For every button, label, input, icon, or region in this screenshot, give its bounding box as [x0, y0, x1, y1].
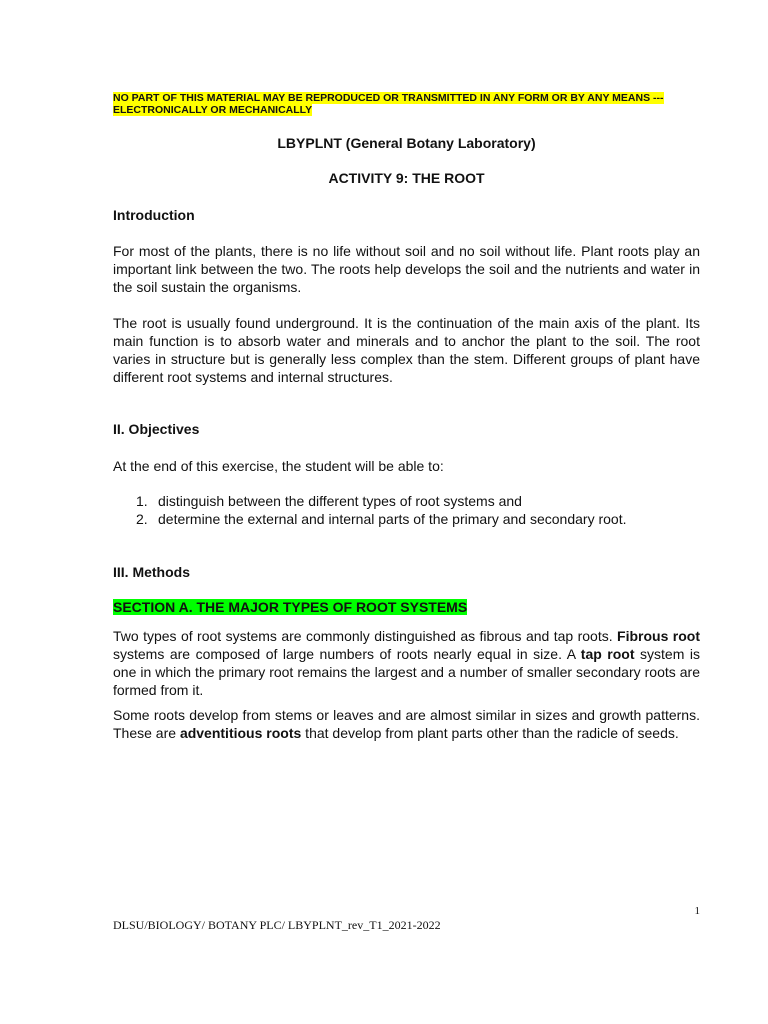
copyright-notice-line2: ELECTRONICALLY OR MECHANICALLY [113, 104, 313, 116]
adventitious-roots-term: adventitious roots [179, 725, 302, 741]
introduction-heading: Introduction [113, 207, 195, 223]
document-page [113, 0, 700, 1024]
objective-text: determine the external and internal parts of the primary and secondary root. [158, 511, 627, 527]
objective-item [113, 492, 700, 510]
objective-number: 1. [136, 493, 148, 509]
p1-text-2: systems are composed of large numbers of roots nearly equal in size. A [113, 646, 581, 662]
introduction-paragraph-2: The root is usually found underground. It is the continuation of the main axis of the plant. Its main function is to absorb water and minerals and to anchor the plant to the soil. The root varies in structure but is generally less complex than the stem. Different groups of plant have different root systems and internal structures. [113, 315, 700, 385]
copyright-notice-line1: NO PART OF THIS MATERIAL MAY BE REPRODUCED OR TRANSMITTED IN ANY FORM OR BY ANY MEANS --- [113, 92, 664, 104]
p2-text-2: that develop from plant parts other than the radicle of seeds. [301, 725, 679, 741]
p1-text-1: Two types of root systems are commonly distinguished as fibrous and tap roots. [113, 628, 618, 644]
page-number: 1 [694, 905, 700, 917]
methods-heading: III. Methods [113, 564, 190, 580]
footer-text: DLSU/BIOLOGY/ BOTANY PLC/ LBYPLNT_rev_T1_2021-2022 [113, 918, 441, 932]
p1-text-3: system is one in which the primary root remains the largest and a number of smaller secondary roots are formed from it. [113, 646, 700, 698]
course-title: LBYPLNT (General Botany Laboratory) [277, 135, 536, 151]
objective-number: 2. [136, 511, 148, 527]
objectives-heading: II. Objectives [113, 421, 200, 437]
section-a-paragraph-2 [113, 706, 700, 742]
p2-text-1: Some roots develop from stems or leaves and are almost similar in sizes and growth patterns. These are [113, 707, 700, 741]
objectives-list [113, 492, 700, 528]
section-a-heading-text: SECTION A. THE MAJOR TYPES OF ROOT SYSTEMS [113, 599, 468, 615]
objective-text: distinguish between the different types of root systems and [158, 493, 522, 509]
section-a-paragraph-1 [113, 627, 700, 699]
tap-root-term: tap root [580, 646, 635, 662]
introduction-paragraph-1: For most of the plants, there is no life without soil and no soil without life. Plant roots play an important link between the two. The roots help develops the soil and the nutrients and water in the soil sustain the organisms. [113, 243, 700, 295]
copyright-notice [113, 92, 700, 116]
fibrous-root-term: Fibrous root [617, 628, 701, 644]
section-a-heading [113, 599, 467, 615]
objectives-intro: At the end of this exercise, the student will be able to: [113, 458, 444, 474]
objective-item [113, 510, 700, 528]
activity-title: ACTIVITY 9: THE ROOT [328, 170, 485, 186]
